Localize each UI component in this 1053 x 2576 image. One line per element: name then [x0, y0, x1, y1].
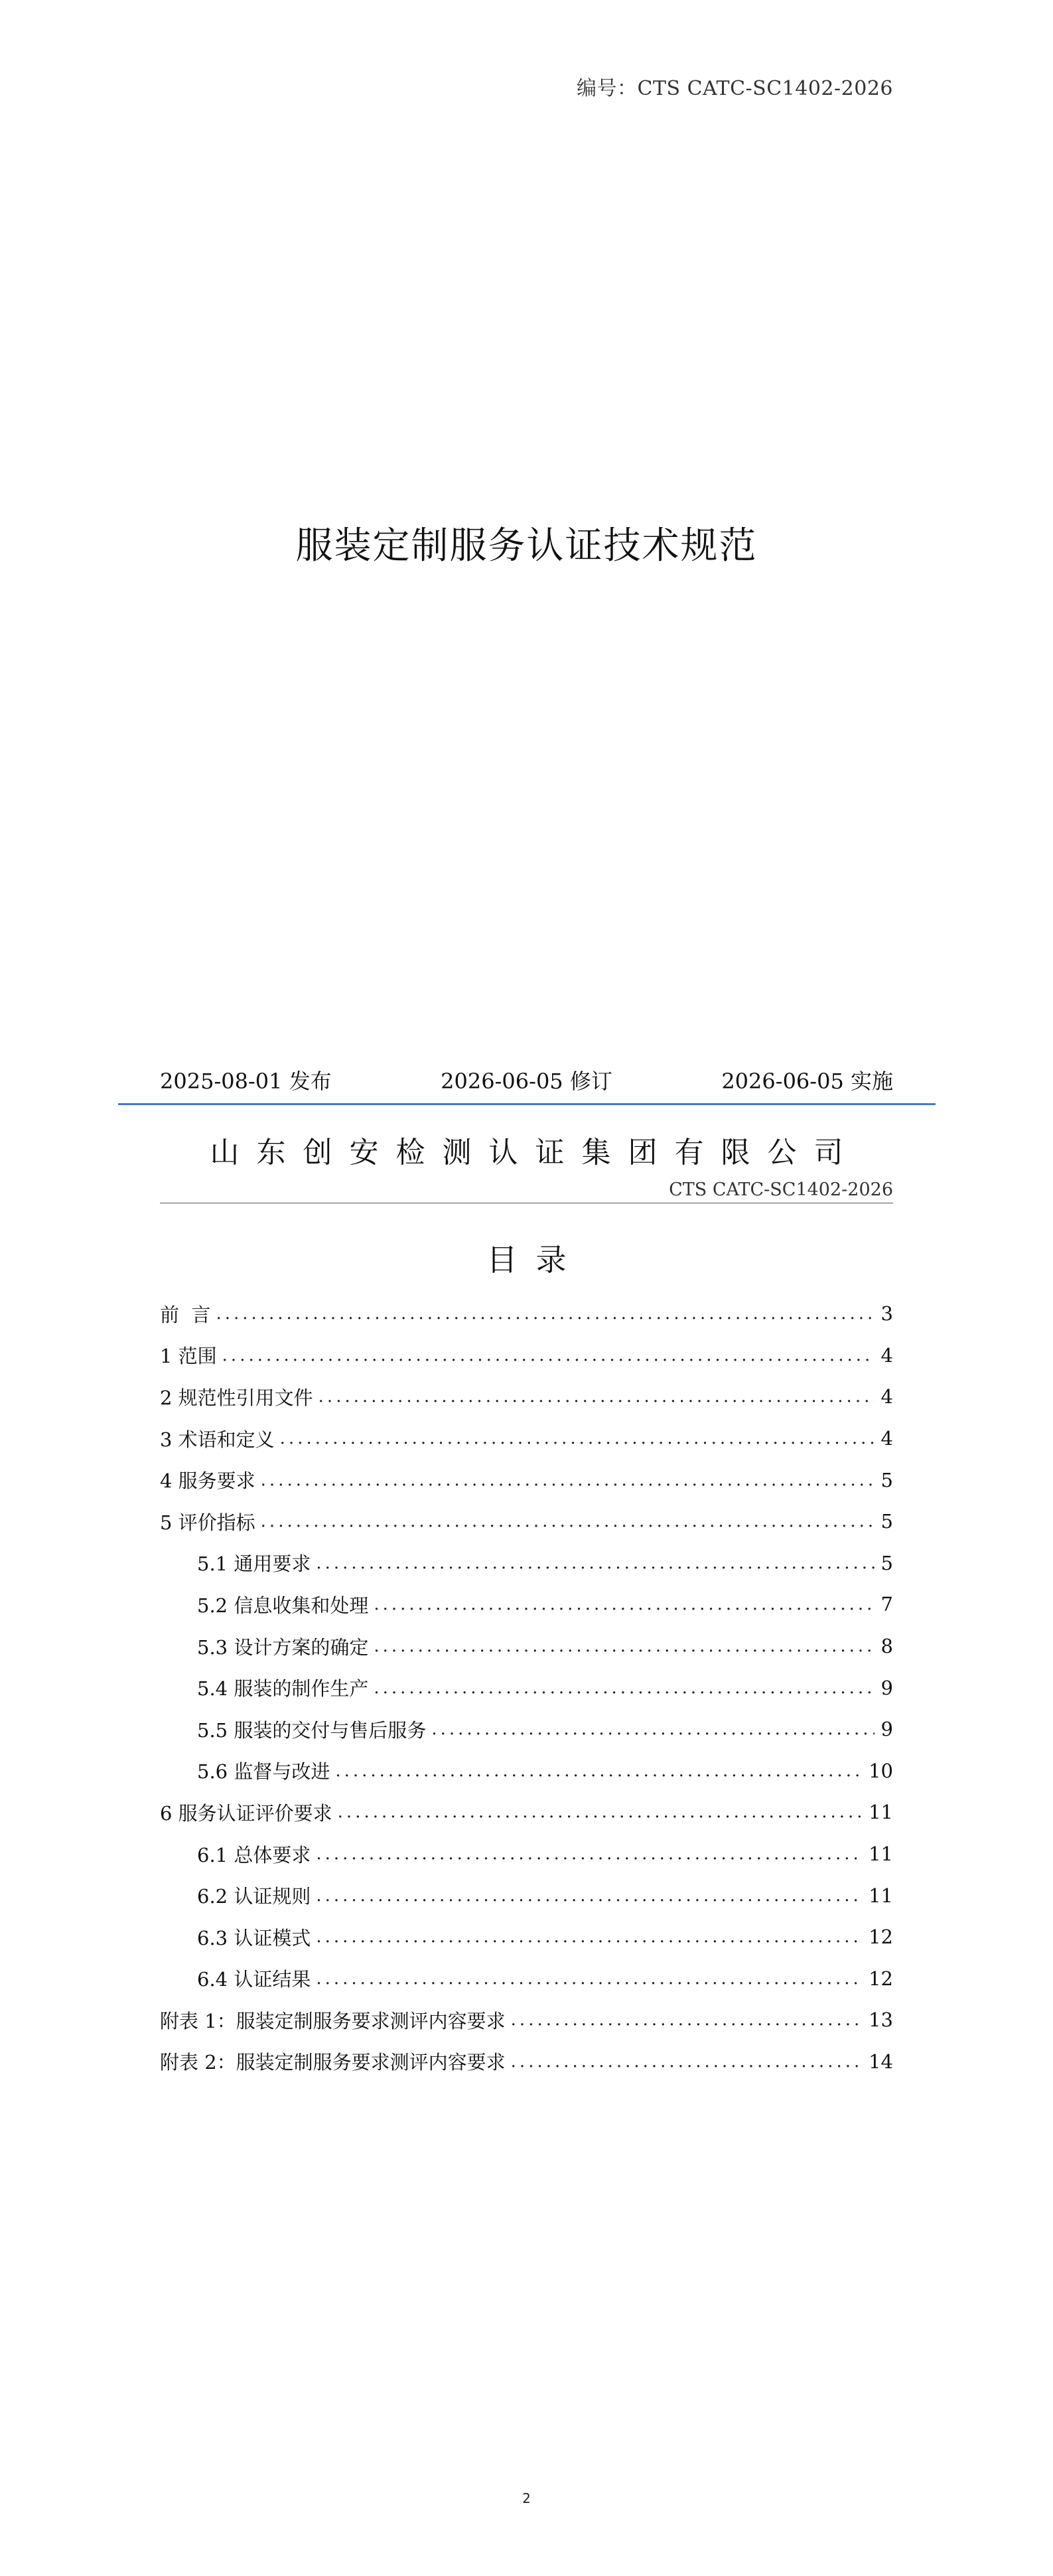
toc-item-5-3[interactable] [160, 1626, 893, 1667]
document-title: 服装定制服务认证技术规范 [295, 524, 758, 568]
toc-leader-dots [338, 1803, 863, 1821]
document-code: CTS CATC-SC1402-2026 [669, 1179, 893, 1200]
toc-item-5-5[interactable] [160, 1708, 893, 1750]
toc-item-page: 4 [880, 1343, 893, 1367]
toc-item-page: 8 [880, 1635, 893, 1658]
toc-item-page: 3 [880, 1302, 893, 1326]
toc-item-terms[interactable] [160, 1418, 893, 1460]
toc-item-label: 6.1 总体要求 [197, 1843, 311, 1866]
toc-item-label: 5 评价指标 [160, 1511, 255, 1534]
toc-item-page: 12 [869, 1926, 893, 1949]
page-number: 2 [522, 2490, 531, 2506]
toc-item-appendix-2[interactable] [160, 2041, 893, 2083]
toc-item-label: 附表 2：服装定制服务要求测评内容要求 [160, 2051, 506, 2074]
toc-item-5-6[interactable] [160, 1750, 893, 1792]
toc-leader-dots [511, 2053, 863, 2070]
toc-leader-dots [316, 1845, 863, 1862]
toc-item-page: 13 [869, 2008, 893, 2032]
toc-item-label: 6.2 认证规则 [197, 1885, 311, 1908]
toc-item-6-4[interactable] [160, 1958, 893, 2000]
toc-item-page: 12 [869, 1967, 893, 1990]
toc-leader-dots [316, 1887, 863, 1904]
toc-item-page: 9 [880, 1676, 893, 1699]
toc-leader-dots [222, 1347, 875, 1364]
blue-divider [118, 1103, 936, 1105]
revision-date: 2026-06-05 修订 [441, 1069, 612, 1094]
dates-row [160, 1065, 893, 1095]
toc-item-foreword[interactable] [160, 1293, 893, 1335]
toc-item-certification-evaluation[interactable] [160, 1791, 893, 1833]
toc-item-service-requirements[interactable] [160, 1459, 893, 1501]
toc-leader-dots [374, 1637, 875, 1655]
toc-item-page: 11 [869, 1884, 893, 1907]
toc-item-5-1[interactable] [160, 1543, 893, 1584]
toc-item-page: 10 [869, 1759, 893, 1782]
toc-item-page: 14 [869, 2050, 893, 2073]
toc-leader-dots [374, 1596, 875, 1613]
toc-item-6-1[interactable] [160, 1833, 893, 1875]
toc-item-page: 4 [880, 1427, 893, 1450]
toc-item-page: 11 [869, 1843, 893, 1866]
toc-item-label: 6 服务认证评价要求 [160, 1801, 332, 1825]
toc-item-page: 9 [880, 1718, 893, 1741]
toc-item-page: 5 [880, 1468, 893, 1491]
toc-item-label: 5.4 服装的制作生产 [197, 1677, 369, 1701]
toc-item-label: 5.3 设计方案的确定 [197, 1635, 369, 1659]
toc-leader-dots [261, 1472, 875, 1489]
toc-item-6-3[interactable] [160, 1916, 893, 1958]
toc-item-label: 5.2 信息收集和处理 [197, 1594, 369, 1617]
toc-item-label: 5.6 监督与改进 [197, 1760, 330, 1783]
toc-item-label: 前 言 [160, 1303, 211, 1326]
toc-item-scope[interactable] [160, 1335, 893, 1377]
toc-item-5-2[interactable] [160, 1584, 893, 1626]
organization-name: 山东创安检测认证集团有限公司 [210, 1136, 861, 1170]
publish-date: 2025-08-01 发布 [160, 1069, 332, 1094]
toc-item-label: 6.3 认证模式 [197, 1926, 311, 1949]
table-of-contents [160, 1293, 893, 2082]
toc-item-evaluation-indicators[interactable] [160, 1501, 893, 1543]
toc-leader-dots [316, 1554, 875, 1572]
toc-leader-dots [511, 2011, 863, 2028]
toc-item-appendix-1[interactable] [160, 1999, 893, 2041]
toc-leader-dots [216, 1305, 875, 1322]
toc-item-label: 4 服务要求 [160, 1470, 255, 1493]
toc-leader-dots [335, 1762, 863, 1780]
toc-item-page: 4 [880, 1385, 893, 1408]
toc-item-page: 5 [880, 1510, 893, 1533]
toc-leader-dots [316, 1970, 863, 1987]
toc-item-6-2[interactable] [160, 1874, 893, 1916]
toc-item-label: 5.1 通用要求 [197, 1553, 311, 1576]
toc-item-5-4[interactable] [160, 1667, 893, 1708]
toc-leader-dots [280, 1430, 875, 1447]
toc-item-page: 7 [880, 1593, 893, 1616]
toc-item-label: 2 规范性引用文件 [160, 1386, 313, 1409]
toc-item-page: 5 [880, 1551, 893, 1574]
toc-item-label: 3 术语和定义 [160, 1428, 275, 1451]
document-number: 编号：CTS CATC-SC1402-2026 [577, 77, 893, 100]
toc-heading: 目录 [486, 1242, 585, 1278]
toc-item-label: 附表 1：服装定制服务要求测评内容要求 [160, 2009, 506, 2032]
toc-item-normative-references[interactable] [160, 1376, 893, 1418]
toc-item-label: 5.5 服装的交付与售后服务 [197, 1718, 427, 1742]
toc-item-label: 6.4 认证结果 [197, 1968, 311, 1991]
toc-item-label: 1 范围 [160, 1345, 217, 1368]
toc-leader-dots [431, 1720, 875, 1738]
toc-leader-dots [374, 1679, 875, 1697]
implementation-date: 2026-06-05 实施 [721, 1069, 893, 1094]
toc-item-page: 11 [869, 1801, 893, 1824]
toc-leader-dots [316, 1928, 863, 1945]
toc-leader-dots [318, 1388, 875, 1405]
toc-leader-dots [261, 1513, 875, 1530]
